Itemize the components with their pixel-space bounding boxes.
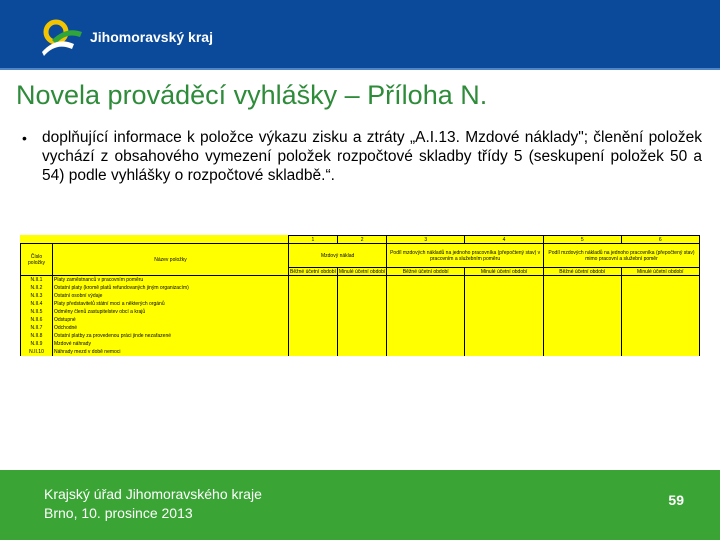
col-number: 4 xyxy=(465,236,544,244)
value-cell xyxy=(465,332,544,340)
value-cell xyxy=(543,316,621,324)
value-cell xyxy=(387,300,465,308)
row-name: Ostatní platby za provedenou práci jinde nezařazené xyxy=(53,332,289,340)
header-mzdovy-naklad: Mzdový náklad xyxy=(289,244,387,268)
value-cell xyxy=(289,292,338,300)
row-name: Mzdové náhrady xyxy=(53,340,289,348)
value-cell xyxy=(337,340,386,348)
col-number: 5 xyxy=(543,236,621,244)
value-cell xyxy=(621,292,699,300)
table-row xyxy=(21,284,700,292)
value-cell xyxy=(465,348,544,356)
value-cell xyxy=(337,324,386,332)
value-cell xyxy=(621,348,699,356)
value-cell xyxy=(543,292,621,300)
row-number: N.II.2 xyxy=(21,284,53,292)
value-cell xyxy=(621,308,699,316)
header-bezne: Běžné účetní období xyxy=(543,268,621,276)
value-cell xyxy=(621,332,699,340)
slide-title: Novela prováděcí vyhlášky – Příloha N. xyxy=(16,80,488,110)
row-name: Platy představitelů státní moci a některých orgánů xyxy=(53,300,289,308)
table-row xyxy=(21,316,700,324)
value-cell xyxy=(465,308,544,316)
value-cell xyxy=(621,316,699,324)
row-number: N.II.8 xyxy=(21,332,53,340)
row-number: N.II.7 xyxy=(21,324,53,332)
header-minule: Minulé účetní období xyxy=(621,268,699,276)
value-cell xyxy=(621,300,699,308)
table-row xyxy=(21,340,700,348)
header-minule: Minulé účetní období xyxy=(338,268,386,275)
jmk-logo-icon xyxy=(38,18,88,58)
appendix-table xyxy=(20,235,700,356)
value-cell xyxy=(543,324,621,332)
header-nazev: Název položky xyxy=(53,244,289,276)
row-name: Odměny členů zastupitelstev obcí a krajů xyxy=(53,308,289,316)
col-number: 3 xyxy=(387,236,465,244)
value-cell xyxy=(621,340,699,348)
value-cell xyxy=(387,316,465,324)
value-cell xyxy=(543,276,621,284)
value-cell xyxy=(289,276,338,284)
value-cell xyxy=(465,284,544,292)
value-cell xyxy=(543,284,621,292)
header-minule: Minulé účetní období xyxy=(465,268,544,276)
header-podil-pracovni: Podíl mzdových nákladů na jednoho pracovníka (přepočtený stav) v pracovním a služebním poměru xyxy=(387,244,544,268)
value-cell xyxy=(387,324,465,332)
value-cell xyxy=(621,284,699,292)
footer-office: Krajský úřad Jihomoravského kraje xyxy=(44,486,262,502)
table-row xyxy=(21,348,700,356)
value-cell xyxy=(337,316,386,324)
value-cell xyxy=(621,276,699,284)
table-row xyxy=(21,308,700,316)
brand-name: Jihomoravský kraj xyxy=(90,29,213,45)
value-cell xyxy=(465,300,544,308)
bullet: • xyxy=(22,130,27,146)
value-cell xyxy=(337,300,386,308)
value-cell xyxy=(387,348,465,356)
table-row xyxy=(21,300,700,308)
value-cell xyxy=(337,292,386,300)
value-cell xyxy=(465,324,544,332)
value-cell xyxy=(337,348,386,356)
header-cislo: Číslo položky xyxy=(21,244,53,276)
value-cell xyxy=(387,284,465,292)
value-cell xyxy=(387,292,465,300)
row-name: Odstupné xyxy=(53,316,289,324)
value-cell xyxy=(289,316,338,324)
row-name: Odchodné xyxy=(53,324,289,332)
header-bezne: Běžné účetní období xyxy=(387,268,465,276)
value-cell xyxy=(465,316,544,324)
value-cell xyxy=(387,308,465,316)
value-cell xyxy=(387,276,465,284)
table-row xyxy=(21,292,700,300)
header-bar xyxy=(0,0,720,70)
value-cell xyxy=(289,284,338,292)
row-name: Platy zaměstnanců v pracovním poměru xyxy=(53,276,289,284)
value-cell xyxy=(621,324,699,332)
body-text: doplňující informace k položce výkazu zisku a ztráty „A.I.13. Mzdové náklady"; členění položek vychází z obsahového vymezení položek rozpočtové skladby třídy 5 (seskupení položek 50 a 54) podle vyhlášky o rozpočtové skladbě.“. xyxy=(42,129,702,184)
value-cell xyxy=(465,292,544,300)
value-cell xyxy=(337,284,386,292)
value-cell xyxy=(543,348,621,356)
value-cell xyxy=(337,308,386,316)
value-cell xyxy=(289,324,338,332)
value-cell xyxy=(337,332,386,340)
row-name: Ostatní osobní výdaje xyxy=(53,292,289,300)
row-number: N.II.4 xyxy=(21,300,53,308)
row-number: N.II.6 xyxy=(21,316,53,324)
value-cell xyxy=(387,340,465,348)
col-number: 6 xyxy=(621,236,699,244)
row-name: Ostatní platy (kromě platů refundovaných jiným organizacím) xyxy=(53,284,289,292)
row-number: N.II.10 xyxy=(21,348,53,356)
row-name: Náhrady mezd v době nemoci xyxy=(53,348,289,356)
table-row xyxy=(21,276,700,284)
col-number: 2 xyxy=(337,236,386,244)
header-podil-mimo: Podíl mzdových nákladů na jednoho pracovníka (přepočtený stav) mimo pracovní a služební poměr xyxy=(543,244,699,268)
value-cell xyxy=(465,276,544,284)
value-cell xyxy=(289,308,338,316)
value-cell xyxy=(289,348,338,356)
page-number: 59 xyxy=(668,492,684,508)
value-cell xyxy=(289,332,338,340)
table-row xyxy=(21,332,700,340)
row-number: N.II.9 xyxy=(21,340,53,348)
value-cell xyxy=(543,340,621,348)
value-cell xyxy=(543,308,621,316)
footer-text xyxy=(44,485,262,523)
value-cell xyxy=(337,276,386,284)
value-cell xyxy=(387,332,465,340)
col-number: 1 xyxy=(289,236,338,244)
value-cell xyxy=(465,340,544,348)
row-number: N.II.5 xyxy=(21,308,53,316)
table-row xyxy=(21,324,700,332)
row-number: N.II.3 xyxy=(21,292,53,300)
row-number: N.II.1 xyxy=(21,276,53,284)
value-cell xyxy=(289,340,338,348)
footer-date: Brno, 10. prosince 2013 xyxy=(44,505,193,521)
value-cell xyxy=(543,332,621,340)
header-bezne: Běžné účetní období xyxy=(290,268,336,275)
value-cell xyxy=(543,300,621,308)
value-cell xyxy=(289,300,338,308)
